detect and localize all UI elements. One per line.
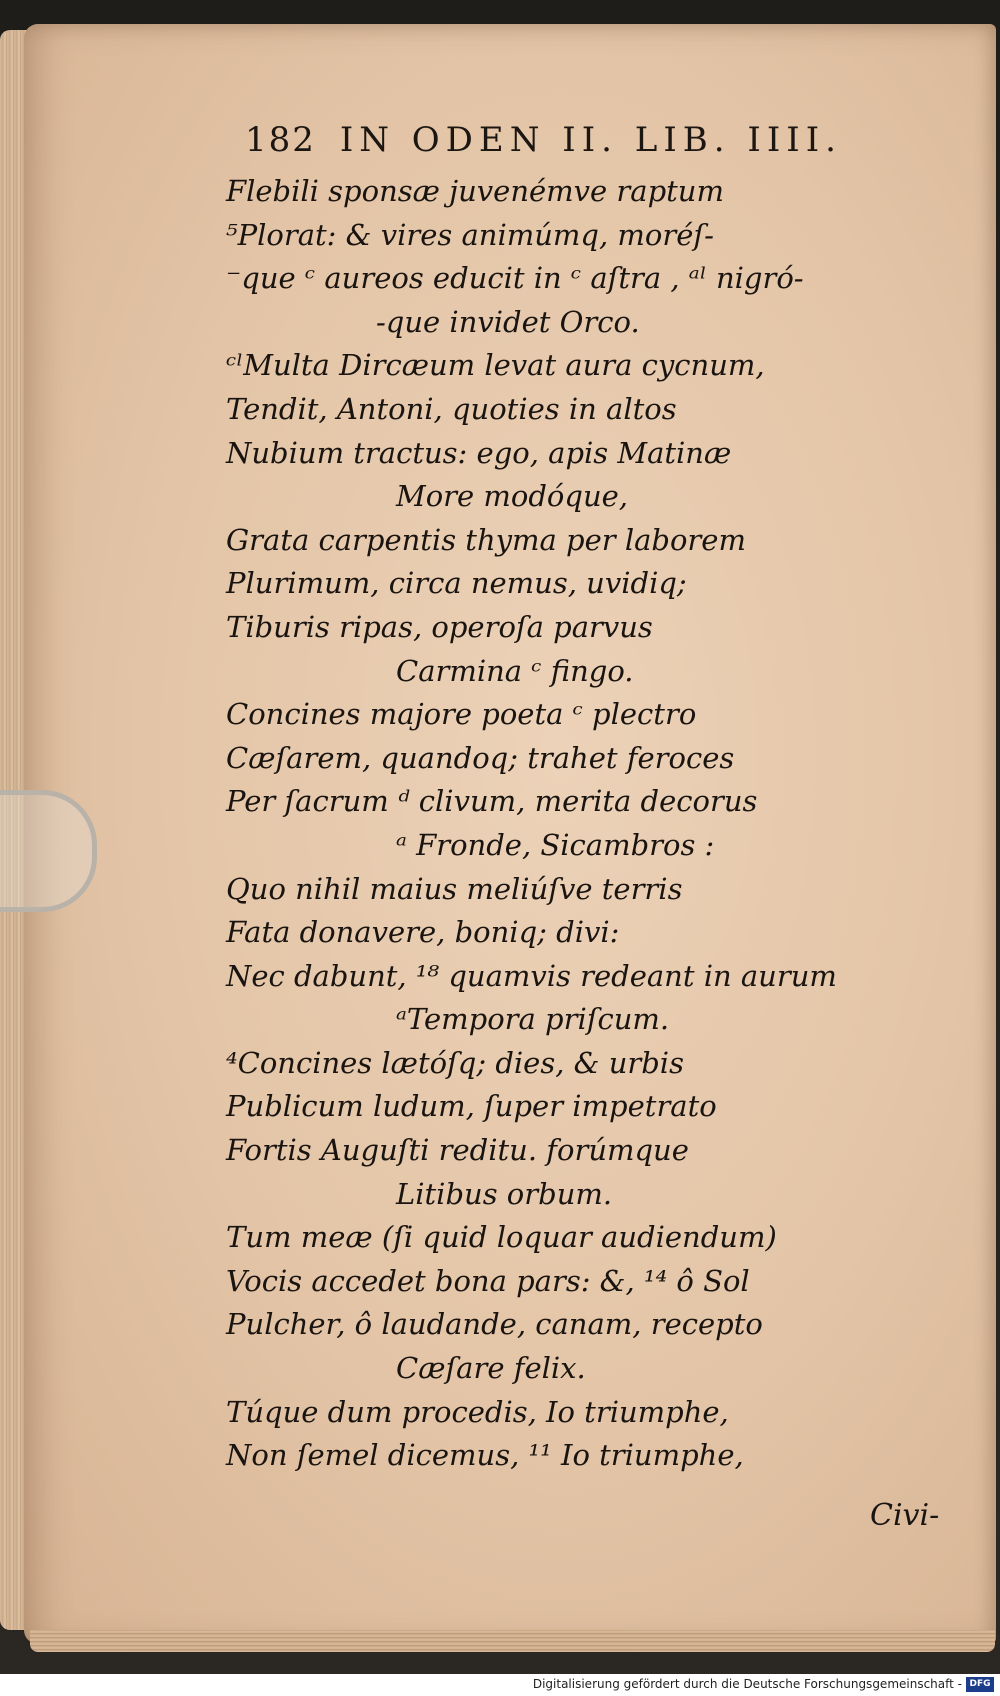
verse-line: Tum meæ (ſi quid loquar audiendum) bbox=[226, 1220, 777, 1255]
verse-line: More modóque, bbox=[396, 479, 628, 514]
verse-line: Plurimum, circa nemus, uvidiq; bbox=[226, 566, 687, 601]
verse-line: Flebili sponsæ juvenémve raptum bbox=[226, 174, 724, 208]
verse-line: Nubium tractus: ego, apis Matinæ bbox=[226, 435, 732, 470]
catchword: Civi- bbox=[870, 1498, 940, 1533]
verse-line: Cæſarem, quandoq; trahet feroces bbox=[226, 740, 735, 775]
verse-line: Publicum ludum, ſuper impetrato bbox=[226, 1089, 717, 1124]
verse-line: ᵃTempora priſcum. bbox=[396, 1002, 670, 1037]
book-bottom-edge bbox=[30, 1630, 995, 1652]
verse-line: Cæſare felix. bbox=[396, 1351, 586, 1386]
verse-line: Túque dum procedis, Io triumphe, bbox=[226, 1394, 729, 1429]
verse-line: Litibus orbum. bbox=[396, 1176, 613, 1211]
verse-line: Non ſemel dicemus, ¹¹ Io triumphe, bbox=[226, 1438, 744, 1473]
verse-line: Tiburis ripas, operoſa parvus bbox=[226, 609, 653, 644]
verse-line: ᶜˡMulta Dircæum levat aura cycnum, bbox=[226, 348, 765, 383]
verse-line: Concines majore poeta ᶜ plectro bbox=[226, 697, 697, 732]
verse-line: ⁴Concines lætóſq; dies, & urbis bbox=[226, 1045, 684, 1080]
running-title: IN ODEN II. LIB. IIII. bbox=[339, 120, 842, 160]
verse-line: Per ſacrum ᵈ clivum, merita decorus bbox=[226, 784, 758, 819]
page-number: 182 bbox=[245, 120, 316, 160]
verse-line: Quo nihil maius meliúſve terris bbox=[226, 871, 683, 906]
running-header bbox=[245, 120, 885, 176]
verse-line: -que invidet Orco. bbox=[376, 304, 640, 339]
dfg-logo: DFG bbox=[966, 1677, 994, 1692]
footer-credit: Digitalisierung gefördert durch die Deutsche Forschungsgemeinschaft - bbox=[532, 1677, 962, 1691]
verse-line: Nec dabunt, ¹⁸ quamvis redeant in aurum bbox=[226, 958, 837, 993]
verse-line: ᵃ Fronde, Sicambros : bbox=[396, 827, 715, 862]
verse-line: Grata carpentis thyma per laborem bbox=[226, 522, 746, 557]
verse-line: Fortis Auguſti reditu. forúmque bbox=[226, 1133, 689, 1168]
verse-text bbox=[226, 170, 946, 1478]
verse-line: Tendit, Antoni, quoties in altos bbox=[226, 391, 677, 426]
verse-line: Pulcher, ô laudande, canam, recepto bbox=[226, 1307, 763, 1342]
verse-line: Vocis accedet bona pars: &, ¹⁴ ô Sol bbox=[226, 1263, 750, 1298]
book-clip bbox=[0, 790, 97, 912]
verse-line: Fata donavere, boniq; divi: bbox=[226, 915, 620, 950]
verse-line: ⁻que ᶜ aureos educit in ᶜ aſtra , ᵃˡ nigró- bbox=[226, 261, 804, 296]
verse-line: Carmina ᶜ fingo. bbox=[396, 653, 634, 688]
verse-line: ⁵Plorat: & vires animúmq, moréſ- bbox=[226, 217, 714, 252]
